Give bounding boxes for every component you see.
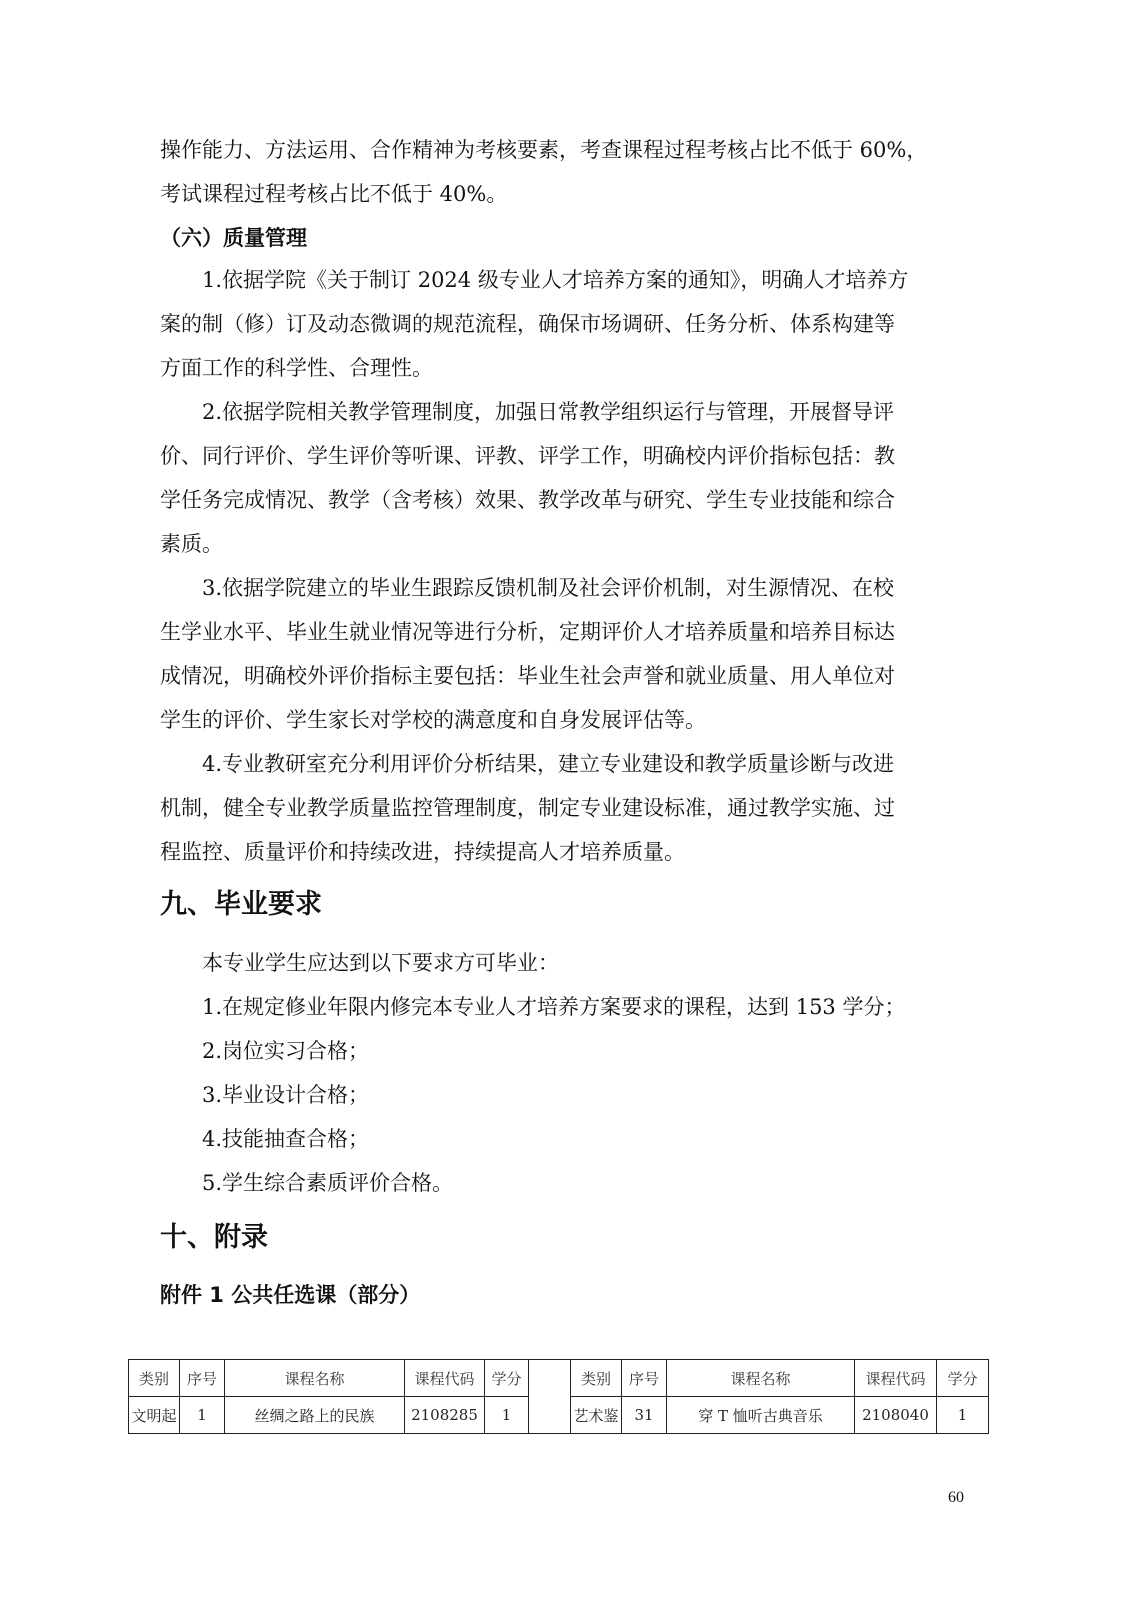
cell-course-name: 丝绸之路上的民族	[225, 1397, 405, 1434]
section-6-title: （六）质量管理	[160, 226, 307, 250]
header-credits: 学分	[485, 1360, 529, 1397]
list-item: 3.毕业设计合格；	[202, 1083, 370, 1107]
header-course-name: 课程名称	[667, 1360, 855, 1397]
paragraph-line: 学任务完成情况、教学（含考核）效果、教学改革与研究、学生专业技能和综合	[160, 488, 895, 512]
paragraph-line: 学生的评价、学生家长对学校的满意度和自身发展评估等。	[160, 708, 706, 732]
elective-courses-table	[128, 1359, 989, 1434]
paragraph-line: 1.依据学院《关于制订 2024 级专业人才培养方案的通知》，明确人才培养方	[202, 268, 909, 292]
section-10-title: 十、附录	[160, 1222, 268, 1253]
header-course-code: 课程代码	[855, 1360, 937, 1397]
list-item: 5.学生综合素质评价合格。	[202, 1171, 454, 1195]
paragraph-line: 素质。	[160, 532, 223, 556]
paragraph-line: 成情况，明确校外评价指标主要包括：毕业生社会声誉和就业质量、用人单位对	[160, 664, 895, 688]
cell-course-code: 2108040	[855, 1397, 937, 1434]
section-9-title: 九、毕业要求	[160, 889, 322, 920]
paragraph-line: 生学业水平、毕业生就业情况等进行分析，定期评价人才培养质量和培养目标达	[160, 620, 895, 644]
paragraph-line: 方面工作的科学性、合理性。	[160, 356, 433, 380]
cell-credits: 1	[485, 1397, 529, 1434]
list-item: 1.在规定修业年限内修完本专业人才培养方案要求的课程，达到 153 学分；	[202, 995, 906, 1019]
cell-index: 31	[622, 1397, 667, 1434]
paragraph-line: 操作能力、方法运用、合作精神为考核要素，考查课程过程考核占比不低于 60%，	[160, 138, 928, 162]
header-category: 类别	[129, 1360, 180, 1397]
paragraph-line: 本专业学生应达到以下要求方可毕业：	[202, 951, 559, 975]
cell-course-name: 穿 T 恤听古典音乐	[667, 1397, 855, 1434]
paragraph-line: 4.专业教研室充分利用评价分析结果，建立专业建设和教学质量诊断与改进	[202, 752, 895, 776]
cell-credits: 1	[937, 1397, 989, 1434]
table-header-row	[129, 1360, 989, 1397]
paragraph-line: 案的制（修）订及动态微调的规范流程，确保市场调研、任务分析、体系构建等	[160, 312, 895, 336]
header-category: 类别	[571, 1360, 622, 1397]
paragraph-line: 2.依据学院相关教学管理制度，加强日常教学组织运行与管理，开展督导评	[202, 400, 895, 424]
paragraph-line: 机制，健全专业教学质量监控管理制度，制定专业建设标准，通过教学实施、过	[160, 796, 895, 820]
page-number: 60	[948, 1489, 964, 1506]
cell-index: 1	[180, 1397, 225, 1434]
header-course-name: 课程名称	[225, 1360, 405, 1397]
paragraph-line: 3.依据学院建立的毕业生跟踪反馈机制及社会评价机制，对生源情况、在校	[202, 576, 895, 600]
table-gap-cell	[529, 1360, 571, 1434]
attachment-title: 附件 1 公共任选课（部分）	[160, 1283, 421, 1307]
paragraph-line: 价、同行评价、学生评价等听课、评教、评学工作，明确校内评价指标包括：教	[160, 444, 895, 468]
cell-category: 艺术鉴	[571, 1397, 622, 1434]
header-course-code: 课程代码	[405, 1360, 485, 1397]
header-credits: 学分	[937, 1360, 989, 1397]
cell-course-code: 2108285	[405, 1397, 485, 1434]
list-item: 4.技能抽查合格；	[202, 1127, 370, 1151]
paragraph-line: 考试课程过程考核占比不低于 40%。	[160, 182, 508, 206]
paragraph-line: 程监控、质量评价和持续改进，持续提高人才培养质量。	[160, 840, 685, 864]
list-item: 2.岗位实习合格；	[202, 1039, 370, 1063]
header-index: 序号	[622, 1360, 667, 1397]
cell-category: 文明起	[129, 1397, 180, 1434]
header-index: 序号	[180, 1360, 225, 1397]
